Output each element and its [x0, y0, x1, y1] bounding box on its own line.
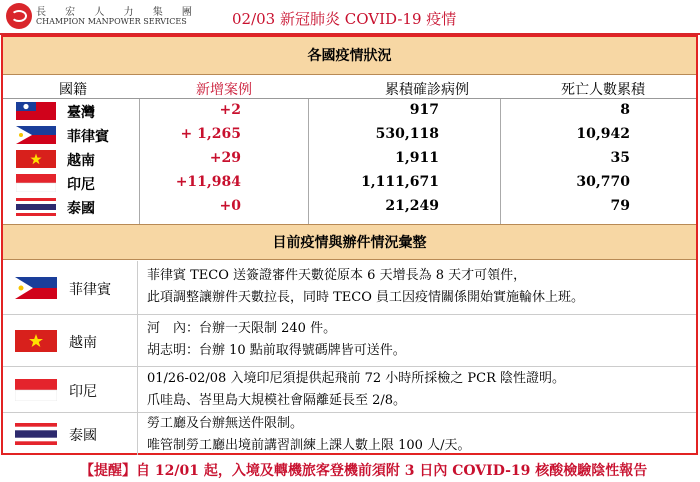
philippines-flag-icon	[16, 126, 56, 144]
summary-text	[147, 318, 406, 362]
row-deaths: 10,942	[576, 126, 630, 142]
table-row	[3, 147, 696, 171]
summary-line: 菲律賓 TECO 送簽證審件天數從原本 6 天增長為 8 天才可領件，	[147, 268, 527, 283]
page-title: 02/03 新冠肺炎 COVID-19 疫情	[232, 10, 457, 28]
row-deaths: 30,770	[576, 174, 630, 190]
philippines-flag-icon	[15, 277, 57, 299]
row-new-cases: + 1,265	[180, 126, 241, 142]
column-divider	[308, 99, 309, 224]
summary-line: 河 內：台辦一天限制 240 件。	[147, 321, 337, 336]
column-header-total-cases: 累積確診病例	[385, 82, 469, 98]
row-new-cases: +29	[209, 150, 241, 166]
row-new-cases: +0	[219, 198, 241, 214]
taiwan-flag-icon	[16, 102, 56, 120]
summary-row	[3, 261, 696, 315]
summary-line: 唯管制勞工廳出境前講習訓練上課人數上限 100 人/天。	[147, 438, 471, 453]
row-country: 印尼	[67, 177, 95, 193]
thailand-flag-icon	[16, 198, 56, 216]
column-header-new-cases: 新增案例	[196, 82, 252, 98]
summary-line: 勞工廳及台辦無送件限制。	[147, 416, 304, 431]
top-bar	[0, 0, 700, 34]
summary-country: 越南	[69, 335, 97, 351]
column-divider	[137, 261, 138, 455]
indonesia-flag-icon	[15, 379, 57, 401]
table-header	[3, 75, 696, 99]
column-divider	[139, 99, 140, 224]
row-country: 菲律賓	[67, 129, 109, 145]
summary-line: 胡志明：台辦 10 點前取得號碼牌皆可送件。	[147, 343, 406, 358]
section-title-summary: 目前疫情與辦件情況彙整	[3, 224, 696, 260]
row-total-cases: 917	[409, 102, 439, 118]
summary-line: 此項調整讓辦件天數拉長，同時 TECO 員工因疫情關係開始實施輪休上班。	[147, 290, 585, 305]
vietnam-flag-icon	[16, 150, 56, 168]
row-new-cases: +11,984	[175, 174, 241, 190]
row-total-cases: 1,911	[395, 150, 439, 166]
row-country: 臺灣	[67, 105, 95, 121]
summary-row	[3, 367, 696, 413]
row-total-cases: 21,249	[385, 198, 439, 214]
company-name-zh: 長 宏 人 力 集 團	[36, 7, 200, 18]
thailand-flag-icon	[15, 423, 57, 445]
row-total-cases: 530,118	[375, 126, 439, 142]
company-name-en: CHAMPION MANPOWER SERVICES	[36, 17, 187, 26]
row-new-cases: +2	[219, 102, 241, 118]
row-country: 泰國	[67, 201, 95, 217]
table-row	[3, 195, 696, 219]
summary-row	[3, 315, 696, 367]
table-row	[3, 171, 696, 195]
section-title-country-status: 各國疫情狀況	[3, 37, 696, 75]
row-deaths: 35	[610, 150, 630, 166]
table-row	[3, 99, 696, 123]
main-frame	[1, 35, 698, 455]
summary-country: 菲律賓	[69, 282, 111, 298]
summary-text	[147, 265, 584, 309]
summary-text	[147, 368, 565, 412]
row-country: 越南	[67, 153, 95, 169]
table-row	[3, 123, 696, 147]
footer-notice: 【提醒】自 12/01 起，入境及轉機旅客登機前須附 3 日內 COVID-19 核酸檢驗陰性報告	[80, 463, 648, 479]
summary-country: 印尼	[69, 384, 97, 400]
company-logo-icon	[6, 3, 32, 29]
column-divider	[500, 99, 501, 224]
indonesia-flag-icon	[16, 174, 56, 192]
summary-line: 01/26-02/08 入境印尼須提供起飛前 72 小時所採檢之 PCR 陰性證明。	[147, 371, 566, 386]
row-deaths: 79	[610, 198, 630, 214]
summary-country: 泰國	[69, 428, 97, 444]
column-header-deaths: 死亡人數累積	[561, 82, 645, 98]
column-header-nationality: 國籍	[59, 82, 87, 98]
summary-line: 爪哇島、峇里島大規模社會隔離延長至 2/8。	[147, 393, 407, 408]
summary-row	[3, 413, 696, 455]
vietnam-flag-icon	[15, 330, 57, 352]
summary-text	[147, 413, 470, 457]
row-total-cases: 1,111,671	[361, 174, 439, 190]
row-deaths: 8	[620, 102, 630, 118]
